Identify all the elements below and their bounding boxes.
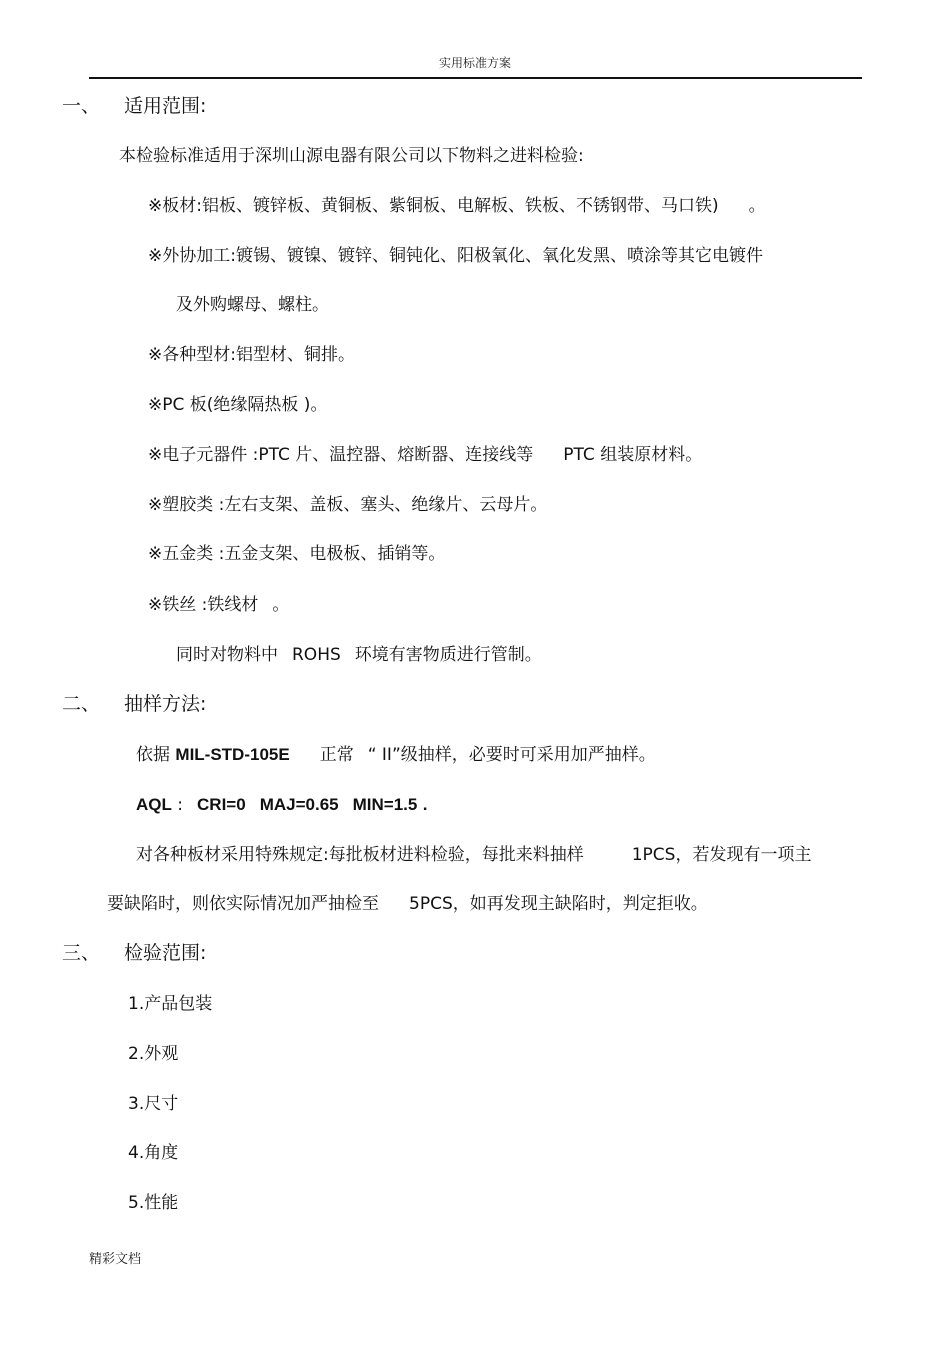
scope-item-text: ※电子元器件 :PTC 片、温控器、熔断器、连接线等: [148, 445, 534, 465]
scope-rohs-note: [176, 644, 542, 666]
header-divider: [89, 77, 862, 79]
scope-item-pc-board: ※PC 板(绝缘隔热板 )。: [148, 395, 328, 415]
scope-item-electronics: [148, 444, 702, 466]
section-title: 适用范围:: [124, 95, 207, 117]
scope-item-wire: [148, 594, 289, 616]
page-footer: 精彩文档: [89, 1252, 142, 1267]
section-heading-scope: [62, 95, 206, 117]
scope-item-text: ※铁丝 :铁线材: [148, 595, 259, 615]
inspection-item-packaging: 1.产品包装: [128, 994, 213, 1014]
rohs-text-b: ROHS: [292, 645, 341, 665]
aql-label: AQL: [136, 795, 172, 814]
special-text-d: 5PCS，如再发现主缺陷时，判定拒收。: [409, 894, 708, 914]
rohs-text-c: 环境有害物质进行管制。: [354, 645, 542, 665]
scope-item-outsourced: ※外协加工:镀锡、镀镍、镀锌、铜钝化、阳极氧化、氧化发黑、喷涂等其它电镀件: [148, 246, 763, 266]
basis-text-b: 正常: [319, 745, 354, 765]
special-text-c: 要缺陷时，则依实际情况加严抽检至: [107, 894, 379, 914]
section-title: 抽样方法:: [124, 693, 207, 715]
section-number: 三、: [62, 942, 101, 964]
basis-text-c: “ II”级抽样，必要时可采用加严抽样。: [367, 745, 656, 765]
section-heading-inspection: [62, 942, 206, 964]
sampling-basis: [136, 744, 656, 766]
inspection-item-performance: 5.性能: [128, 1193, 179, 1213]
aql-cri: CRI=0: [197, 795, 246, 814]
aql-colon: :: [177, 795, 184, 815]
header-title: 实用标准方案: [438, 56, 511, 70]
scope-item-sheet: [148, 195, 766, 217]
special-text-a: 对各种板材采用特殊规定:每批板材进料检验，每批来料抽样: [136, 845, 584, 865]
scope-item-profiles: ※各种型材:铝型材、铜排。: [148, 345, 355, 365]
section-number: 一、: [62, 95, 101, 117]
aql-end: .: [422, 795, 428, 814]
standard-code: MIL-STD-105E: [175, 745, 290, 764]
scope-item-outsourced-cont: 及外购螺母、螺柱。: [176, 295, 329, 315]
scope-item-hardware: ※五金类 :五金支架、电极板、插销等。: [148, 544, 446, 564]
aql-line: [136, 794, 428, 816]
basis-text-a: 依据: [136, 745, 170, 765]
rohs-text-a: 同时对物料中: [176, 645, 278, 665]
aql-min: MIN=1.5: [352, 795, 418, 814]
scope-item-tail: PTC 组装原材料。: [563, 445, 703, 465]
special-rule-line1: [136, 844, 811, 866]
section-heading-sampling: [62, 693, 206, 715]
scope-item-tail: 。: [272, 595, 290, 615]
scope-item-tail: 。: [748, 196, 766, 216]
scope-item-plastic: ※塑胶类 :左右支架、盖板、塞头、绝缘片、云母片。: [148, 495, 548, 515]
scope-item-text: ※板材:铝板、镀锌板、黄铜板、紫铜板、电解板、铁板、不锈钢带、马口铁): [148, 196, 719, 216]
inspection-item-angle: 4.角度: [128, 1143, 179, 1163]
aql-maj: MAJ=0.65: [259, 795, 339, 814]
special-rule-line2: [107, 893, 708, 915]
special-text-b: 1PCS，若发现有一项主: [631, 845, 812, 865]
section-number: 二、: [62, 693, 101, 715]
inspection-item-dimensions: 3.尺寸: [128, 1094, 179, 1114]
section-title: 检验范围:: [124, 942, 207, 964]
inspection-item-appearance: 2.外观: [128, 1044, 179, 1064]
scope-intro: 本检验标准适用于深圳山源电器有限公司以下物料之进料检验:: [119, 146, 584, 166]
